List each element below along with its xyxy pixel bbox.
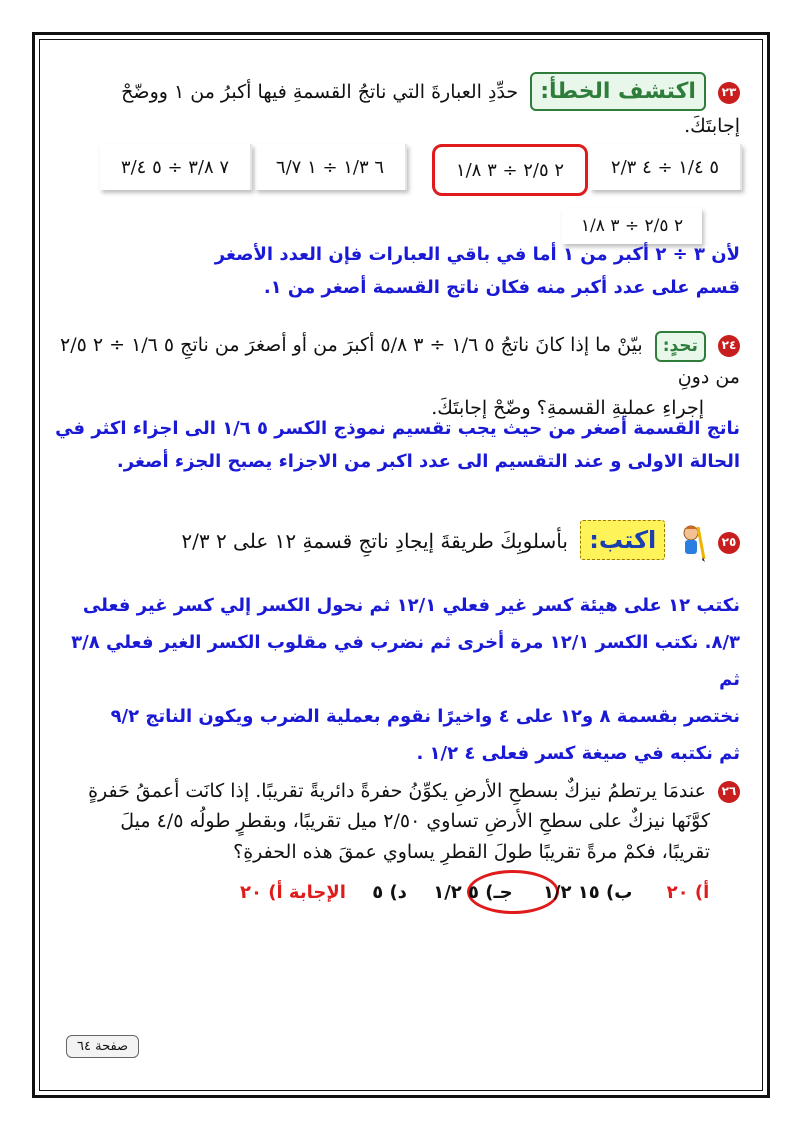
choice-d[interactable]: د) ٥ (372, 882, 407, 903)
question-text-line2: إجراءِ عمليةِ القسمةِ؟ وضّحْ إجابتَكَ. (431, 396, 704, 419)
question-text-line: كوَّنَها نيزكٌ على سطحِ الأرضِ تساوي ٢/٥٠ ميل تقريبًا، وبقطرٍ طولُه ٤/٥ ميلَ (120, 810, 710, 833)
question-number: ٢٤ (718, 335, 740, 357)
question-number: ٢٣ (718, 82, 740, 104)
answer-24 (50, 412, 740, 479)
question-number: ٢٦ (718, 781, 740, 803)
option-card[interactable] (255, 144, 407, 190)
answer-line: الحالة الاولى و عند التقسيم الى عدد اكبر من الاجزاء يصبح الجزء أصغر. (116, 451, 740, 473)
answer-line: قسم على عدد أكبر منه فكان ناتج القسمة أصغر من ١. (263, 277, 740, 299)
question-24 (50, 330, 740, 423)
answer-25 (50, 588, 740, 772)
question-text: عندمَا يرتطمُ نيزكٌ بسطحِ الأرضِ يكوِّنُ حفرةً دائريةً تقريبًا. إذا كانَت أعمقُ حَفرةٍ (88, 780, 706, 802)
answer-line: ثم نكتبه في صيغة كسر فعلى ٤ ١/٢ . (416, 742, 740, 764)
question-text: حدِّدِ العبارةَ التي ناتجُ القسمةِ فيها أكبرُ من ١ ووضّحْ إجابتَكَ. (121, 81, 740, 138)
page-label: صفحة ٦٤ (77, 1039, 129, 1054)
answer-line: نختصر بقسمة ٨ و١٢ على ٤ واخيرًا نقوم بعملية الضرب ويكون الناتج ٩/٢ (110, 705, 740, 727)
page-border-inner (39, 39, 763, 1091)
question-25 (50, 520, 740, 563)
choice-a[interactable]: أ) ٢٠ (666, 882, 710, 903)
answer-expression: ٢ ٢/٥ ÷ ٣ ١/٨ (580, 216, 684, 236)
pencil-kid-icon (676, 523, 706, 563)
answer-line: نكتب ١٢ على هيئة كسر غير فعلي ١٢/١ ثم نحول الكسر إلي كسر غير فعلى (82, 595, 740, 616)
option-card[interactable] (100, 144, 252, 190)
choice-b[interactable]: ب) ١٥ ١/٢ (542, 882, 633, 903)
answer-line: ٨/٣. نكتب الكسر ١٢/١ مرة أخرى ثم نضرب في مقلوب الكسر الغير فعلي ٣/٨ ثم (71, 631, 740, 690)
option-expression: ٧ ٣/٨ ÷ ٥ ٣/٤ (120, 156, 230, 178)
question-23 (60, 72, 740, 142)
option-card[interactable] (590, 144, 742, 190)
option-expression: ٢ ٢/٥ ÷ ٣ ١/٨ (455, 159, 565, 181)
option-card-selected[interactable] (432, 144, 588, 196)
answer-line: لأن ٣ ÷ ٢ أكبر من ١ أما في باقي العبارات فإن العدد الأصغر (214, 244, 740, 265)
answer-line: ناتج القسمة أصغر من حيث يجب تقسيم نموذج الكسر ٥ ١/٦ الى اجزاء اكثر في (55, 418, 740, 439)
question-25-heading (50, 520, 740, 563)
option-expression: ٥ ١/٤ ÷ ٤ ٢/٣ (610, 156, 720, 178)
question-text: بأسلوبِكَ طريقةَ إيجادِ ناتجِ قسمةِ ١٢ على ٢ ٢/٣ (181, 529, 568, 553)
question-text: بيّنْ ما إذا كانَ ناتجُ ٥ ١/٦ ÷ ٣ ٥/٨ أكبرَ من أو أصغرَ من ناتجِ ٥ ١/٦ ÷ ٢ ٢/٥ من دونِ (59, 334, 740, 389)
write-badge: اكتب: (580, 520, 665, 560)
question-24-line1 (50, 330, 740, 393)
answer-choices (240, 882, 709, 903)
choice-c[interactable]: جـ) ٥ ١/٢ (433, 882, 513, 903)
answer-note: الإجابة أ) ٢٠ (240, 882, 346, 903)
answer-23 (50, 238, 740, 305)
question-number: ٢٥ (718, 532, 740, 554)
page-number-box (66, 1035, 139, 1058)
question-23-heading (60, 72, 740, 142)
question-text-line: تقريبًا، فكمْ مرةً تقريبًا طولَ القطرِ يساوي عمقَ هذه الحفرةِ؟ (233, 840, 710, 863)
challenge-badge: تحدٍ: (655, 331, 706, 362)
find-error-badge: اكتشف الخطأ: (530, 72, 706, 111)
question-26 (50, 776, 740, 867)
option-expression: ٦ ١/٣ ÷ ١ ٦/٧ (275, 156, 385, 178)
question-26-line1 (50, 776, 740, 806)
